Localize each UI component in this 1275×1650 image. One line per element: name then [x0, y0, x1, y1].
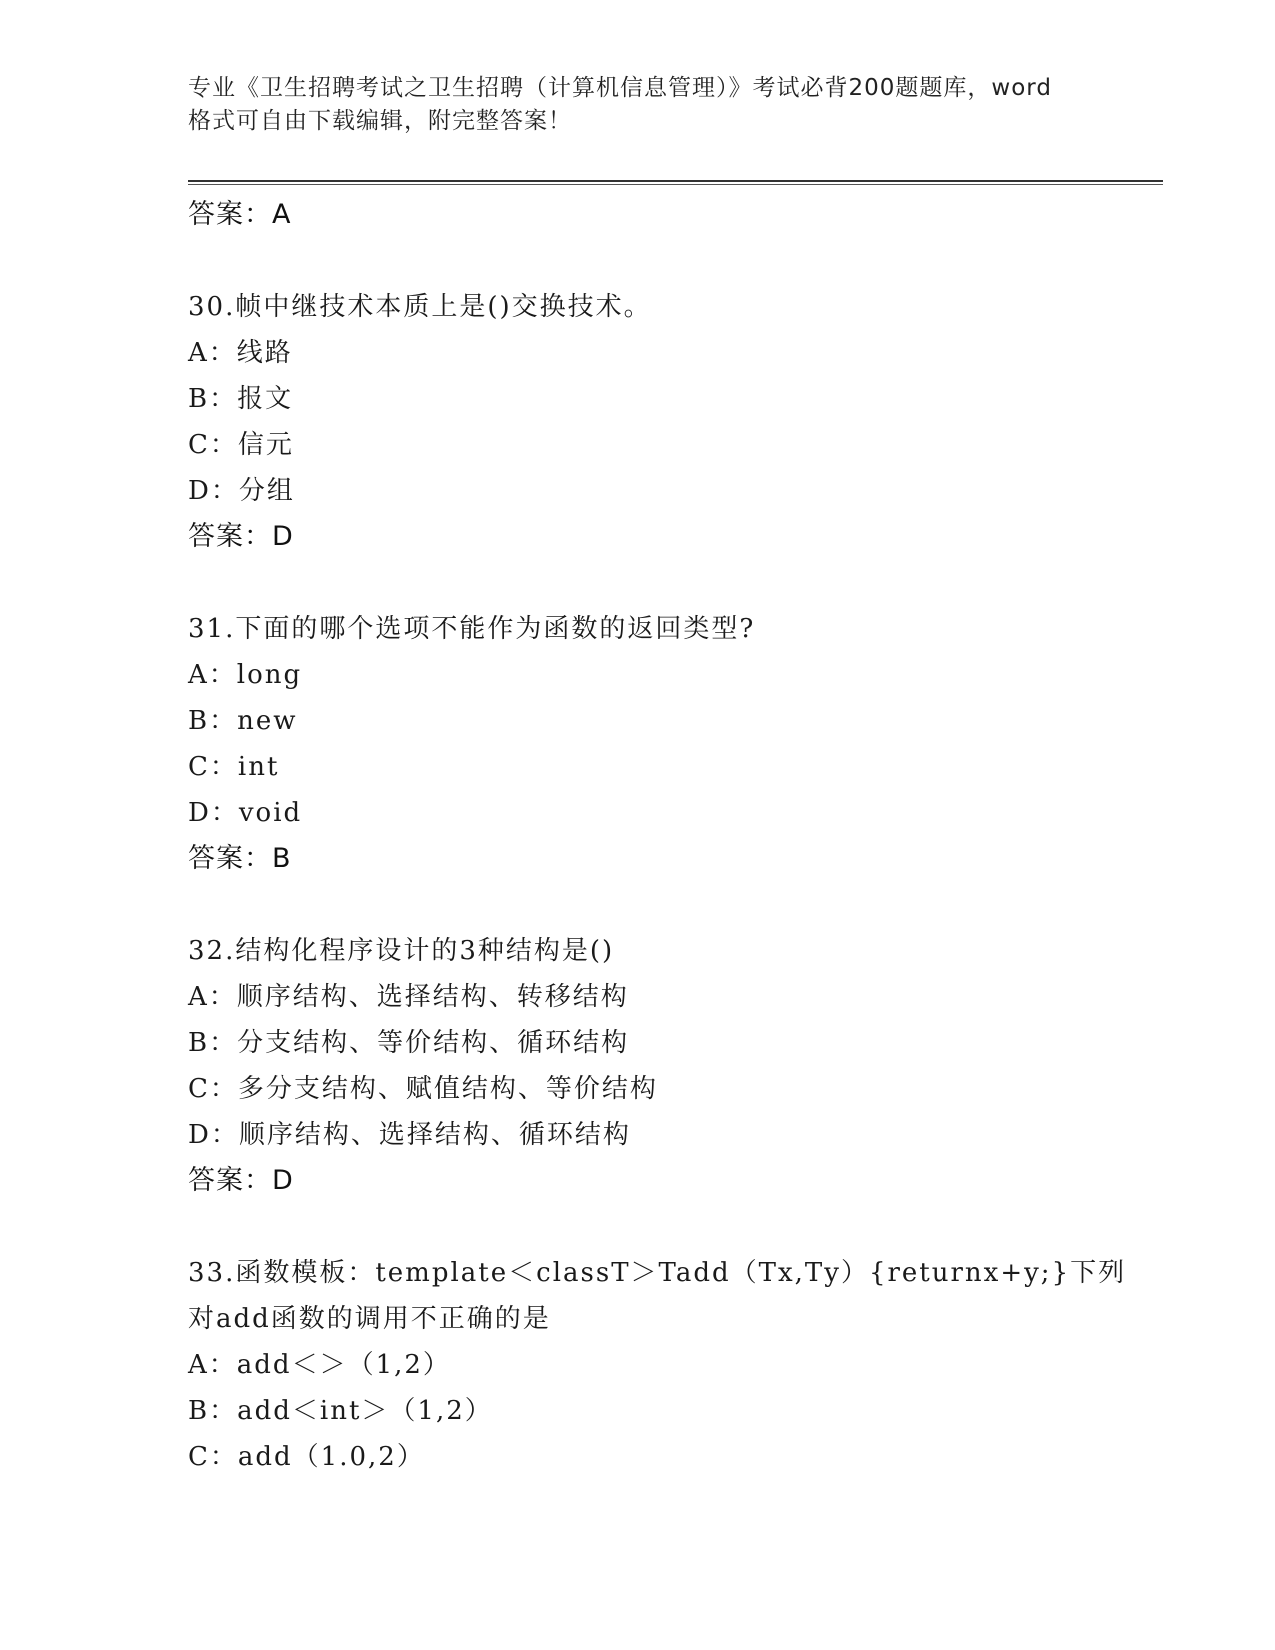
header-divider — [188, 180, 1163, 182]
question-text: 30.帧中继技术本质上是()交换技术。 — [188, 292, 652, 322]
question-32 — [188, 928, 1118, 1204]
option-b: B：报文 — [188, 384, 294, 414]
option-b: B：new — [188, 706, 298, 736]
option-c: C：add（1.0,2） — [188, 1442, 425, 1472]
question-text: 31.下面的哪个选项不能作为函数的返回类型? — [188, 614, 756, 644]
question-text-line-2: 对add函数的调用不正确的是 — [188, 1304, 551, 1334]
question-33 — [188, 1250, 1127, 1480]
option-a: A：add＜＞（1,2） — [188, 1350, 451, 1380]
option-c: C：多分支结构、赋值结构、等价结构 — [188, 1074, 658, 1104]
option-b: B：add＜int＞（1,2） — [188, 1396, 493, 1426]
question-text: 32.结构化程序设计的3种结构是() — [188, 936, 615, 966]
answer-29: 答案：A — [188, 199, 292, 230]
option-d: D：顺序结构、选择结构、循环结构 — [188, 1120, 631, 1150]
option-c: C：信元 — [188, 430, 294, 460]
answer-30: 答案：D — [188, 521, 294, 552]
option-a: A：顺序结构、选择结构、转移结构 — [188, 982, 629, 1012]
question-31 — [188, 606, 1118, 882]
option-a: A：long — [188, 660, 303, 690]
option-d: D：分组 — [188, 476, 295, 506]
question-text-line-1: 33.函数模板：template＜classT＞Tadd（Tx,Ty）{returnx+y;}下列 — [188, 1258, 1127, 1288]
answer-32: 答案：D — [188, 1165, 294, 1196]
header-line-1: 专业《卫生招聘考试之卫生招聘（计算机信息管理）》考试必背200题题库，word — [188, 75, 1052, 101]
option-a: A：线路 — [188, 338, 293, 368]
answer-31: 答案：B — [188, 843, 292, 874]
option-c: C：int — [188, 752, 280, 782]
question-list — [188, 192, 1127, 1480]
option-d: D：void — [188, 798, 303, 828]
header-line-2: 格式可自由下载编辑，附完整答案！ — [188, 108, 572, 134]
header-divider-thin — [188, 184, 1163, 185]
document-header — [188, 72, 1088, 138]
question-30 — [188, 284, 1118, 560]
option-b: B：分支结构、等价结构、循环结构 — [188, 1028, 630, 1058]
